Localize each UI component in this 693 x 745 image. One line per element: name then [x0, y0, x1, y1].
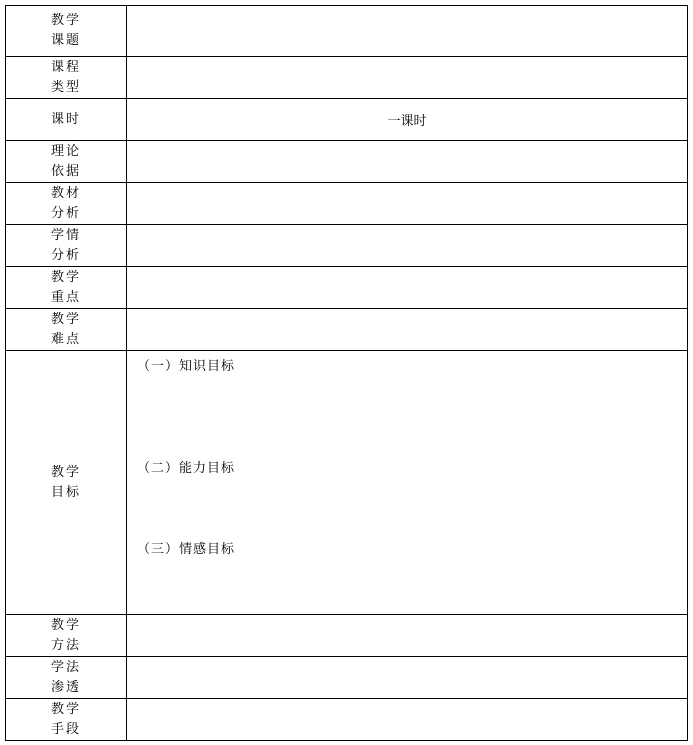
goal-knowledge: （一）知识目标	[137, 359, 236, 374]
topic-value-cell[interactable]	[127, 6, 688, 57]
row-label-teaching-goals	[6, 351, 127, 615]
label-line: 学情	[50, 227, 81, 243]
table-row	[6, 225, 688, 267]
goal-emotion: （三）情感目标	[137, 542, 236, 557]
label-line: 渗透	[50, 679, 81, 695]
row-label-theory-basis	[6, 141, 127, 183]
label-line: 教学	[50, 269, 81, 285]
table-row	[6, 183, 688, 225]
label-line: 学法	[50, 659, 81, 675]
label-line: 难点	[50, 331, 81, 347]
row-label-class-hours	[6, 99, 127, 141]
goal-ability: （二）能力目标	[137, 461, 236, 476]
learning-method-value-cell[interactable]	[127, 657, 688, 699]
lesson-plan-table	[5, 5, 688, 741]
difficult-points-value-cell[interactable]	[127, 309, 688, 351]
label-line: 课时	[50, 111, 81, 127]
label-line: 重点	[50, 289, 81, 305]
teaching-method-value-cell[interactable]	[127, 615, 688, 657]
row-label-student-analysis	[6, 225, 127, 267]
row-label-topic	[6, 6, 127, 57]
table-row	[6, 309, 688, 351]
label-line: 类型	[50, 79, 81, 95]
label-line: 教学	[50, 701, 81, 717]
label-line: 教学	[50, 617, 81, 633]
label-line: 教学	[50, 464, 81, 480]
label-line: 依据	[50, 163, 81, 179]
table-row	[6, 141, 688, 183]
theory-basis-value-cell[interactable]	[127, 141, 688, 183]
student-analysis-value-cell[interactable]	[127, 225, 688, 267]
teaching-goals-cell[interactable]	[127, 351, 688, 615]
label-line: 方法	[50, 637, 81, 653]
row-label-material-analysis	[6, 183, 127, 225]
table-row	[6, 657, 688, 699]
row-label-course-type	[6, 57, 127, 99]
class-hours-value-cell[interactable]: 一课时	[127, 99, 688, 141]
material-analysis-value-cell[interactable]	[127, 183, 688, 225]
label-line: 目标	[50, 484, 81, 500]
row-label-learning-method	[6, 657, 127, 699]
label-line: 分析	[50, 247, 81, 263]
table-row	[6, 615, 688, 657]
label-line: 理论	[50, 143, 81, 159]
table-row	[6, 267, 688, 309]
table-row	[6, 99, 688, 141]
label-line: 教学	[50, 311, 81, 327]
row-label-teaching-means	[6, 699, 127, 741]
course-type-value-cell[interactable]	[127, 57, 688, 99]
table-row	[6, 6, 688, 57]
label-line: 分析	[50, 205, 81, 221]
row-label-teaching-method	[6, 615, 127, 657]
label-line: 教材	[50, 185, 81, 201]
key-points-value-cell[interactable]	[127, 267, 688, 309]
label-line: 课程	[50, 59, 81, 75]
table-row	[6, 57, 688, 99]
teaching-means-value-cell[interactable]	[127, 699, 688, 741]
label-line: 教学	[50, 13, 81, 28]
label-line: 课题	[50, 33, 81, 48]
label-line: 手段	[50, 721, 81, 737]
row-label-difficult-points	[6, 309, 127, 351]
table-row	[6, 699, 688, 741]
table-row	[6, 351, 688, 615]
row-label-key-points	[6, 267, 127, 309]
